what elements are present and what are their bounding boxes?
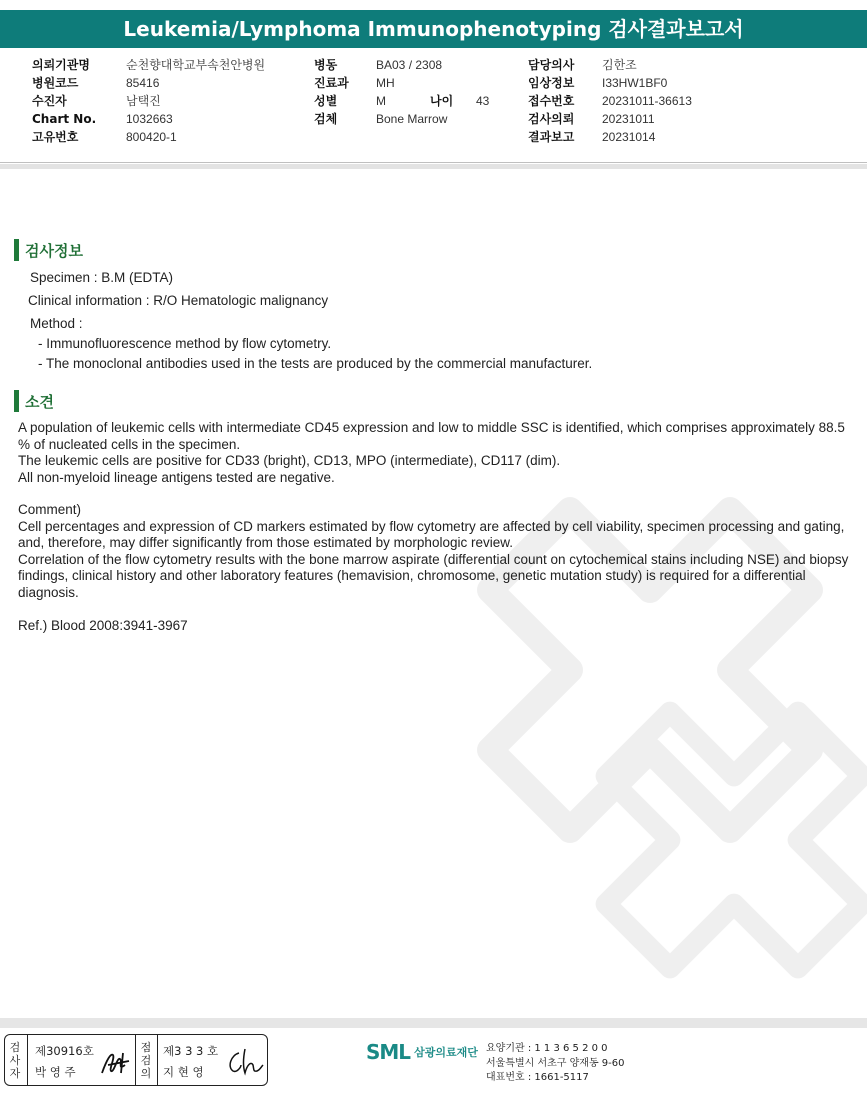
comment-paragraph: Cell percentages and expression of CD markers estimated by flow cytometry are affected by cell viability, specimen processing and gating, and, therefore, may differ significantly from those estimated by morphologic review. bbox=[18, 518, 845, 550]
org-logo-name: 삼광의료재단 bbox=[414, 1046, 478, 1059]
signature-box bbox=[4, 1034, 268, 1086]
label-doctor: 담당의사 bbox=[528, 58, 575, 72]
comment-body bbox=[18, 502, 853, 601]
method-item: - Immunofluorescence method by flow cytometry. bbox=[38, 336, 332, 351]
section-findings-heading bbox=[14, 390, 54, 412]
org-logo-mark: SML bbox=[366, 1040, 411, 1064]
comment-paragraph: Correlation of the flow cytometry results with the bone marrow aspirate (differential count on cytochemical stains including NSE) and biopsy findings, clinical history and other laboratory features (hemavision, chromosome, genetic mutation study) is required for a differential diagnosis. bbox=[18, 551, 849, 600]
value-request-date: 20231011 bbox=[602, 112, 655, 126]
report-title: Leukemia/Lymphoma Immunophenotyping 검사결과보고서 bbox=[0, 10, 867, 48]
reviewer-signature-icon bbox=[225, 1047, 265, 1077]
org-info-line: 요양기관 : 1 1 3 6 5 2 0 0 bbox=[486, 1043, 608, 1054]
label-department: 진료과 bbox=[314, 76, 349, 90]
value-unique-no: 800420-1 bbox=[126, 130, 177, 144]
label-sex: 성별 bbox=[314, 94, 338, 108]
section-marker bbox=[14, 239, 19, 261]
value-chart-no: 1032663 bbox=[126, 112, 173, 126]
tester-char: 검 bbox=[9, 1040, 21, 1054]
label-ward: 병동 bbox=[314, 58, 338, 72]
findings-paragraph: The leukemic cells are positive for CD33 (bright), CD13, MPO (intermediate), CD117 (dim). bbox=[18, 453, 561, 468]
header-divider bbox=[0, 162, 867, 163]
tester-char: 자 bbox=[9, 1066, 21, 1080]
tester-signature-icon bbox=[99, 1049, 133, 1077]
label-chart-no: Chart No. bbox=[32, 112, 97, 126]
label-age: 나이 bbox=[430, 94, 454, 108]
section-title: 검사정보 bbox=[25, 241, 83, 260]
tester-vertical-label bbox=[5, 1035, 25, 1085]
reviewer-license: 제3 3 3 호 bbox=[163, 1044, 219, 1058]
reviewer-char: 의 bbox=[140, 1066, 152, 1080]
org-info-line: 대표번호 : 1661-5117 bbox=[486, 1072, 589, 1083]
label-request-date: 검사의뢰 bbox=[528, 112, 575, 126]
tester-license: 제30916호 bbox=[35, 1044, 94, 1058]
value-age: 43 bbox=[476, 94, 490, 108]
value-receipt-no: 20231011-36613 bbox=[602, 94, 692, 108]
value-patient: 남택진 bbox=[126, 94, 161, 108]
section-marker bbox=[14, 390, 19, 412]
value-ward: BA03 / 2308 bbox=[376, 58, 443, 72]
findings-body bbox=[18, 420, 853, 486]
value-institution: 순천향대학교부속천안병원 bbox=[126, 58, 266, 72]
label-unique-no: 고유번호 bbox=[32, 130, 79, 144]
label-clinical-info: 임상정보 bbox=[528, 76, 575, 90]
clinical-info-line: Clinical information : R/O Hematologic malignancy bbox=[28, 293, 329, 308]
label-report-date: 결과보고 bbox=[528, 130, 575, 144]
method-label: Method : bbox=[30, 316, 83, 331]
label-hospital-code: 병원코드 bbox=[32, 76, 79, 90]
reviewer-char: 점 bbox=[140, 1040, 152, 1054]
tester-name: 박 영 주 bbox=[35, 1065, 76, 1079]
header-col-2 bbox=[314, 56, 489, 128]
reviewer-name: 지 현 영 bbox=[163, 1065, 204, 1079]
comment-label: Comment) bbox=[18, 502, 82, 517]
reviewer-char: 검 bbox=[140, 1053, 152, 1067]
label-patient: 수진자 bbox=[32, 94, 67, 108]
section-title: 소견 bbox=[25, 392, 54, 411]
org-logo bbox=[366, 1040, 478, 1064]
signature-divider bbox=[27, 1035, 28, 1085]
label-institution: 의뢰기관명 bbox=[32, 58, 90, 72]
method-item: - The monoclonal antibodies used in the tests are produced by the commercial manufacturer. bbox=[38, 356, 593, 371]
header-col-1 bbox=[32, 56, 265, 146]
header-band bbox=[0, 164, 867, 169]
signature-divider bbox=[157, 1035, 158, 1085]
org-info bbox=[486, 1042, 625, 1086]
value-report-date: 20231014 bbox=[602, 130, 656, 144]
value-specimen: Bone Marrow bbox=[376, 112, 448, 126]
footer-band bbox=[0, 1018, 867, 1028]
value-sex: M bbox=[376, 94, 386, 108]
value-doctor: 김한조 bbox=[602, 58, 637, 72]
reference-line: Ref.) Blood 2008:3941-3967 bbox=[18, 618, 188, 633]
org-info-line: 서울특별시 서초구 양재동 9-60 bbox=[486, 1057, 625, 1069]
specimen-line: Specimen : B.M (EDTA) bbox=[30, 270, 174, 285]
findings-paragraph: All non-myeloid lineage antigens tested are negative. bbox=[18, 469, 335, 485]
label-receipt-no: 접수번호 bbox=[528, 94, 575, 108]
label-specimen: 검체 bbox=[314, 112, 338, 126]
value-hospital-code: 85416 bbox=[126, 76, 160, 90]
reviewer-vertical-label bbox=[136, 1035, 156, 1085]
value-department: MH bbox=[376, 76, 395, 90]
section-test-info-heading bbox=[14, 239, 83, 261]
header-col-3 bbox=[528, 56, 692, 146]
findings-paragraph: A population of leukemic cells with intermediate CD45 expression and low to middle SSC is identified, which comprises approximately 88.5 % of nucleated cells in the specimen. bbox=[18, 420, 845, 452]
value-clinical-info: I33HW1BF0 bbox=[602, 76, 668, 90]
tester-char: 사 bbox=[9, 1053, 21, 1067]
